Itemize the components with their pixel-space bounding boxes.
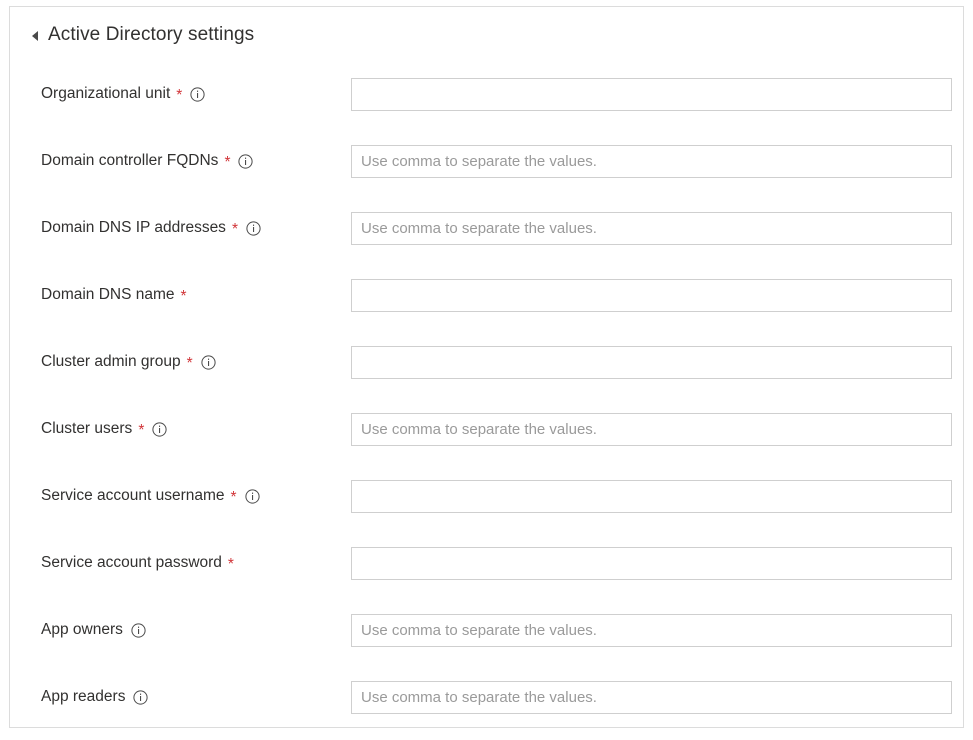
label-domain-dns-ip-addresses <box>41 219 351 238</box>
field-cell-organizational-unit <box>351 78 952 111</box>
chevron-collapse-icon[interactable] <box>32 31 38 41</box>
label-domain-dns-name <box>41 286 351 305</box>
info-icon[interactable] <box>133 690 148 705</box>
settings-form <box>10 47 963 731</box>
active-directory-settings-panel <box>9 6 964 728</box>
label-app-owners <box>41 621 351 640</box>
field-cell-app-readers <box>351 681 952 714</box>
form-row-service-account-username <box>10 463 963 530</box>
field-cell-domain-dns-name <box>351 279 952 312</box>
required-asterisk: * <box>227 555 234 573</box>
domain-dns-ip-addresses-input[interactable] <box>351 212 952 245</box>
field-cell-cluster-admin-group <box>351 346 952 379</box>
field-label: Organizational unit <box>41 85 171 103</box>
required-asterisk: * <box>138 421 145 439</box>
cluster-admin-group-input[interactable] <box>351 346 952 379</box>
field-label: Service account username <box>41 487 225 505</box>
required-asterisk: * <box>231 220 238 238</box>
field-label: Cluster users <box>41 420 133 438</box>
info-icon[interactable] <box>246 221 261 236</box>
field-cell-service-account-username <box>351 480 952 513</box>
field-label: App owners <box>41 621 123 639</box>
info-icon[interactable] <box>245 489 260 504</box>
service-account-password-input[interactable] <box>351 547 952 580</box>
page-title: Active Directory settings <box>48 24 255 45</box>
field-label: Domain DNS name <box>41 286 175 304</box>
label-cluster-admin-group <box>41 353 351 372</box>
info-icon[interactable] <box>131 623 146 638</box>
label-organizational-unit <box>41 85 351 104</box>
form-row-cluster-users <box>10 396 963 463</box>
required-asterisk: * <box>224 153 231 171</box>
field-cell-service-account-password <box>351 547 952 580</box>
form-row-service-account-password <box>10 530 963 597</box>
form-row-domain-controller-fqdns <box>10 128 963 195</box>
domain-dns-name-input[interactable] <box>351 279 952 312</box>
info-icon[interactable] <box>238 154 253 169</box>
service-account-username-input[interactable] <box>351 480 952 513</box>
required-asterisk: * <box>186 354 193 372</box>
field-label: Domain controller FQDNs <box>41 152 219 170</box>
required-asterisk: * <box>230 488 237 506</box>
label-domain-controller-fqdns <box>41 152 351 171</box>
field-label: Cluster admin group <box>41 353 181 371</box>
field-label: Domain DNS IP addresses <box>41 219 226 237</box>
domain-controller-fqdns-input[interactable] <box>351 145 952 178</box>
required-asterisk: * <box>180 287 187 305</box>
field-label: App readers <box>41 688 126 706</box>
info-icon[interactable] <box>152 422 167 437</box>
info-icon[interactable] <box>190 87 205 102</box>
cluster-users-input[interactable] <box>351 413 952 446</box>
field-cell-cluster-users <box>351 413 952 446</box>
field-cell-domain-controller-fqdns <box>351 145 952 178</box>
app-readers-input[interactable] <box>351 681 952 714</box>
form-row-domain-dns-name <box>10 262 963 329</box>
form-row-domain-dns-ip-addresses <box>10 195 963 262</box>
field-cell-domain-dns-ip-addresses <box>351 212 952 245</box>
info-icon[interactable] <box>201 355 216 370</box>
form-row-cluster-admin-group <box>10 329 963 396</box>
app-owners-input[interactable] <box>351 614 952 647</box>
required-asterisk: * <box>176 86 183 104</box>
form-row-app-owners <box>10 597 963 664</box>
label-app-readers <box>41 688 351 707</box>
field-label: Service account password <box>41 554 222 572</box>
label-service-account-password <box>41 554 351 573</box>
label-cluster-users <box>41 420 351 439</box>
field-cell-app-owners <box>351 614 952 647</box>
section-header[interactable] <box>10 7 963 47</box>
label-service-account-username <box>41 487 351 506</box>
organizational-unit-input[interactable] <box>351 78 952 111</box>
form-row-app-readers <box>10 664 963 731</box>
form-row-organizational-unit <box>10 61 963 128</box>
